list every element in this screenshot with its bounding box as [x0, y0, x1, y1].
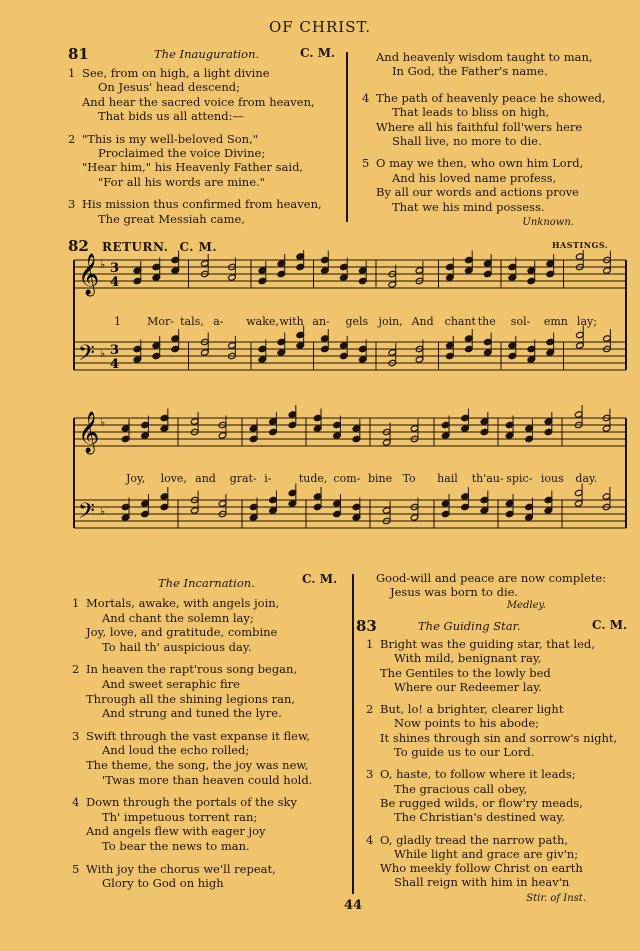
lyric-syllable: emn: [543, 315, 568, 328]
lyric-row-1: [70, 315, 632, 329]
lyric-syllable: love,: [160, 472, 187, 485]
music-score: [70, 250, 632, 570]
svg-text:3: 3: [110, 261, 120, 276]
lyric-syllable: an-: [312, 315, 330, 328]
stanza: 4 The path of heavenly peace he showed, That leads to bliss on high, Where all his faithful foll'wers here Shall live, no more to die.: [362, 90, 606, 149]
stanza: 4 O, gladly tread the narrow path, While light and grace are giv'n; Who meekly follow Christ on earth Shall reign with him in heav'n: [366, 832, 583, 890]
lyric-syllable: lay;: [576, 315, 597, 328]
lyric-syllable: And: [411, 315, 434, 328]
lyric-syllable: join,: [378, 315, 403, 328]
stanza: 2 In heaven the rapt'rous song began, And sweet seraphic fire Through all the shining legions ran, And strung and tuned the lyre.: [72, 662, 298, 721]
lyric-syllable: com-: [333, 472, 361, 485]
composer: HASTINGS.: [552, 240, 609, 250]
stanza: 2 But, lo! a brighter, clearer light Now points to his abode; It shines through sin and sorrow's night, To guide us to our Lord.: [366, 702, 618, 760]
hymn-meter: C. M.: [592, 618, 628, 632]
hymn-82-left: [72, 596, 344, 899]
svg-text:3: 3: [110, 343, 120, 358]
page-header: OF CHRIST.: [268, 18, 372, 36]
column-divider: [352, 574, 354, 894]
svg-text:♭: ♭: [100, 416, 106, 429]
svg-text:♭: ♭: [100, 347, 106, 360]
lyric-syllable: chant: [444, 315, 476, 328]
lyric-syllable: tude,: [298, 472, 328, 485]
lyric-syllable: ious: [540, 472, 564, 485]
stanza: 1 Mortals, awake, with angels join, And chant the solemn lay; Joy, love, and gratitude, combine To hail th' auspicious day.: [72, 596, 280, 654]
lyric-syllable: with: [279, 315, 304, 328]
hymn-81-right: And heavenly wisdom taught to man, In God, the Father's name. 4 The path of heavenly peace he showed, That leads to bliss on high, Where all his faithful foll'wers here Shall live, no more to die. 5 O may we then, who own him Lord, And his loved name profess, By all our words and actions prove That we his mind possess. Unknown.: [362, 50, 632, 230]
stanza: 1 See, from on high, a light divine On Jesus' head descend; And hear the sacred voice from heaven, That bids us all attend:—: [68, 66, 315, 124]
svg-text:𝄢: 𝄢: [78, 341, 95, 371]
attribution: Medley.: [506, 600, 546, 612]
hymn-number: 81: [68, 45, 89, 63]
hymn-83-heading: [356, 616, 634, 635]
stanza: 5 O may we then, who own him Lord, And his loved name profess, By all our words and actions prove That we his mind possess.: [362, 156, 584, 214]
stanza: 4 Down through the portals of the sky Th' impetuous torrent ran; And angels flew with eager joy To bear the news to man.: [72, 795, 298, 853]
lyric-syllable: bine: [368, 472, 393, 485]
lyric-syllable: sol-: [510, 315, 531, 328]
svg-text:♭: ♭: [100, 505, 106, 518]
stanza: 5 With joy the chorus we'll repeat, Glory to God on high: [72, 861, 276, 891]
stanza: 2 "This is my well-beloved Son," Proclaimed the voice Divine; "Hear him," his Heavenly Father said, "For all his words are mine.": [68, 131, 304, 189]
attribution: Stir. of Inst.: [526, 892, 586, 904]
lyric-syllable: and: [195, 472, 216, 485]
lyric-syllable: grat-: [229, 472, 257, 485]
hymn-81-left: [68, 66, 340, 234]
lyric-syllable: 1: [114, 315, 121, 328]
stanza: 1 Bright was the guiding star, that led, With mild, benignant ray, The Gentiles to the lowly bed Where our Redeemer lay.: [366, 637, 595, 694]
hymn-number: 83: [356, 617, 377, 635]
lyric-syllable: tals,: [180, 315, 204, 328]
lyric-syllable: To: [402, 472, 416, 485]
attribution: Unknown.: [522, 217, 574, 229]
music-system-1: [74, 250, 626, 372]
stanza: 3 His mission thus confirmed from heaven, The great Messiah came,: [68, 197, 322, 226]
lyric-syllable: gels: [345, 315, 369, 328]
svg-text:4: 4: [110, 357, 120, 372]
hymn-title: The Inauguration.: [154, 47, 260, 61]
lyric-syllable: wake,: [246, 315, 279, 328]
tune-name: RETURN.: [101, 240, 169, 254]
stanza: 3 Swift through the vast expanse it flew, And loud the echo rolled; The theme, the song, the joy was new, 'Twas more than heaven could hold.: [72, 728, 313, 787]
lyric-syllable: a-: [213, 315, 224, 328]
svg-text:𝄞: 𝄞: [78, 412, 100, 453]
lyric-syllable: Mor-: [147, 315, 174, 328]
hymn-83-text: [366, 637, 634, 906]
svg-text:𝄞: 𝄞: [78, 254, 100, 295]
music-system-2: [74, 405, 626, 529]
svg-text:4: 4: [110, 275, 120, 290]
svg-text:♭: ♭: [100, 258, 106, 271]
svg-text:𝄢: 𝄢: [78, 499, 95, 529]
hymn-title: The Guiding Star.: [418, 619, 521, 633]
lyric-syllable: spic-: [506, 472, 533, 485]
hymn-81-heading: [68, 44, 340, 63]
stanza: 3 O, haste, to follow where it leads; The gracious call obey, Be rugged wilds, or flow'ry meads, The Christian's destined way.: [366, 767, 583, 825]
lyric-syllable: i-: [264, 472, 272, 485]
column-divider: [346, 52, 348, 222]
hymn-number: 82: [68, 237, 89, 255]
lyric-syllable: the: [477, 315, 496, 328]
hymn-82-title: The Incarnation. C. M.: [158, 572, 338, 590]
lyric-syllable: day.: [575, 472, 598, 485]
lyric-syllable: th'au-: [471, 472, 504, 485]
hymn-meter: C. M.: [300, 46, 336, 60]
hymn-82-right: Good-will and peace are now complete: Jesus was born to die. Medley.: [376, 571, 607, 612]
lyric-syllable: Joy,: [126, 472, 146, 485]
lyric-row-2: [70, 472, 632, 486]
tune-meter: C. M.: [179, 240, 218, 254]
lyric-syllable: hail: [437, 472, 458, 485]
page-number: 44: [343, 898, 363, 913]
